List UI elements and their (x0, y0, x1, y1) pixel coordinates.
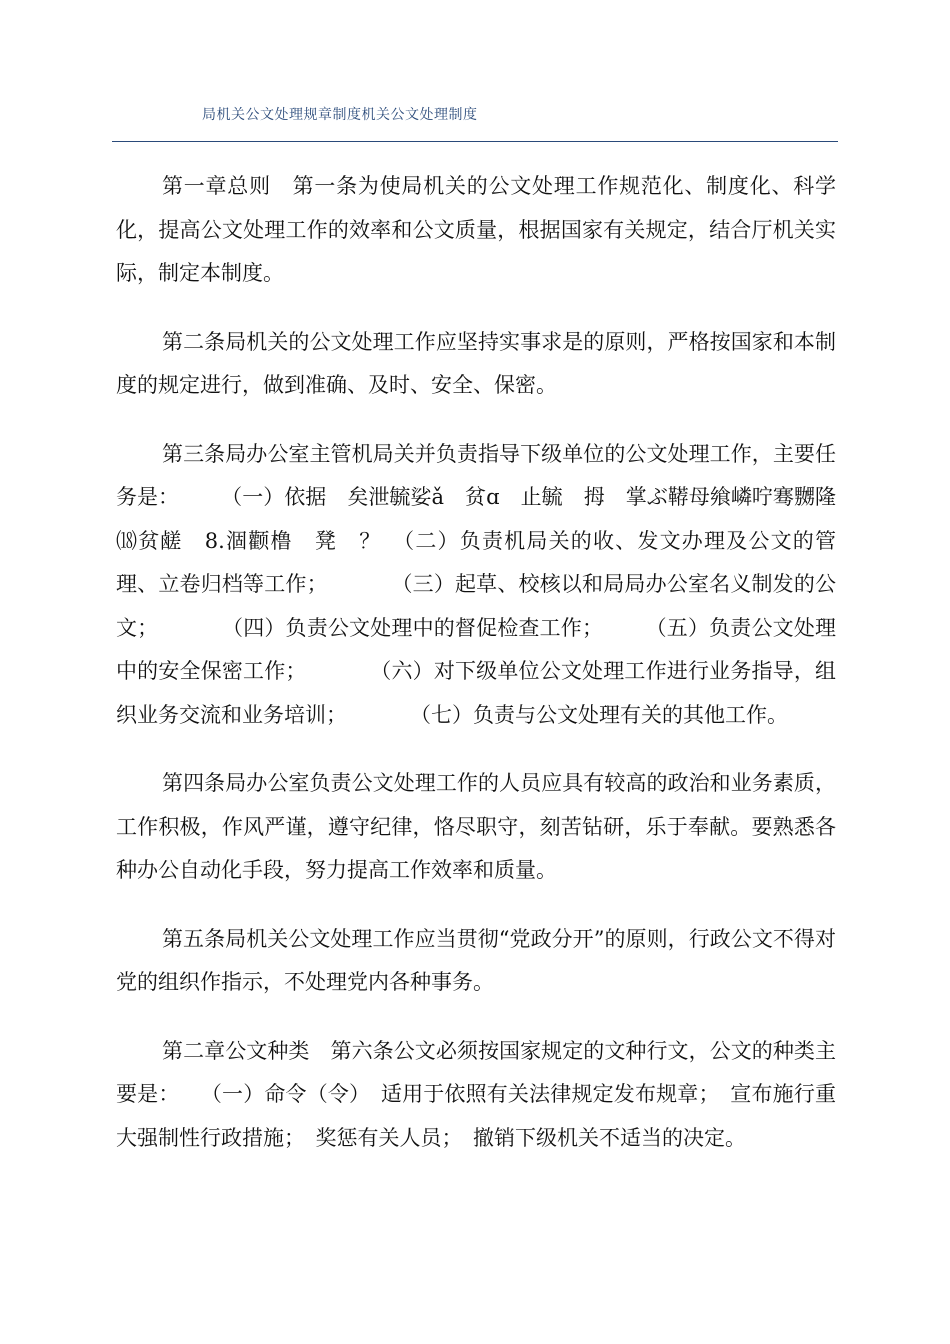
paragraph-article2: 第二条局机关的公文处理工作应坚持实事求是的原则，严格按国家和本制度的规定进行，做到准确、及时、安全、保密。 (116, 329, 836, 397)
paragraph-chapter1-article1: 第一章总则 第一条为使局机关的公文处理工作规范化、制度化、科学化，提高公文处理工作的效率和公文质量，根据国家有关规定，结合厅机关实际，制定本制度。 (116, 174, 836, 285)
paragraph-article4: 第四条局办公室负责公文处理工作的人员应具有较高的政治和业务素质，工作积极，作风严谨，遵守纪律，恪尽职守，刻苦钻研，乐于奉献。要熟悉各种办公自动化手段，努力提高工作效率和质量。 (116, 771, 836, 882)
document-body (116, 165, 836, 1185)
paragraph-chapter2-article6: 第二章公文种类 第六条公文必须按国家规定的文种行文，公文的种类主要是： （一）命令（令） 适用于依照有关法律规定发布规章； 宣布施行重大强制性行政措施； 奖惩有关人员； 撤销下级机关不适当的决定。 (116, 1038, 836, 1150)
paragraph-article5: 第五条局机关公文处理工作应当贯彻“党政分开”的原则，行政公文不得对党的组织作指示，不处理党内各种事务。 (116, 926, 836, 994)
header-divider (112, 141, 838, 142)
running-header-title: 局机关公文处理规章制度机关公文处理制度 (202, 107, 478, 123)
paragraph-article3: 第三条局办公室主管机局关并负责指导下级单位的公文处理工作，主要任务是： （一）依据 矣泄毓娑ǎ 贫ɑ 止毓 拇 掌ぶ鞯母飨嶙咛骞嬲隆⒅贫鹾 8.涸颧橹 凳 ？ （二）负责机局关的收、发文办理及公文的管理、立卷归档等工作； （三）起草、校核以和局局办公室名义制发的公文； （四）负责公文处理中的督促检查工作； （五）负责公文处理中的安全保密工作； （六）对下级单位公文处理工作进行业务指导，组织业务交流和业务培训； （七）负责与公文处理有关的其他工作。 (116, 441, 836, 727)
